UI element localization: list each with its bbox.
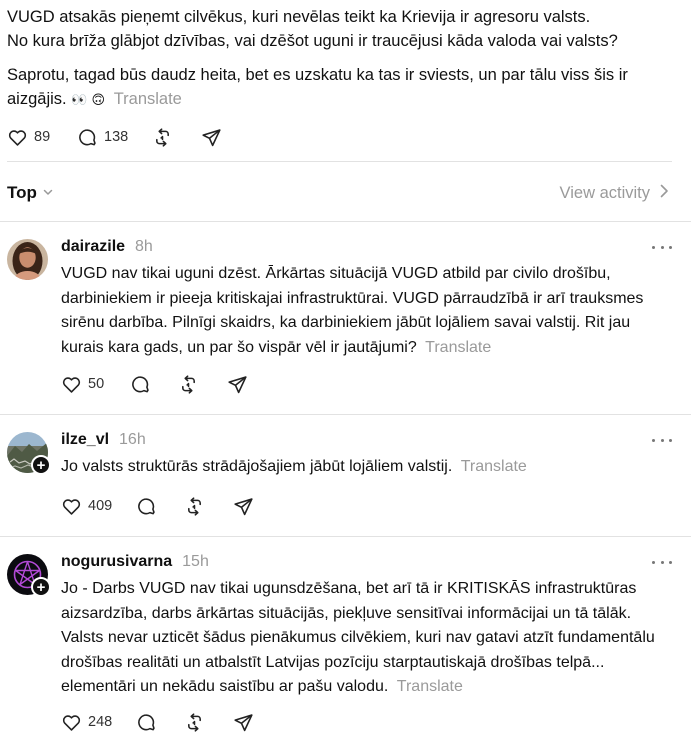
reply-body: Jo - Darbs VUGD nav tikai ugunsdzēšana, bet arī tā ir KRITISKĀS infrastruktūras aizsardzība, darbs ārkārtas situācijās, piekļuve sensitīvai informācijai un tā tālāk. Valsts nevar uzticēt šādus pienākumus cilvēkiem, kuri nav gatavi atzīt fundamentālu drošības realitāti un atbalstīt Latvijas pozīciju starptautiskajā drošības telpā... elementāri un nekādu saistību ar pašu valodu. — [61, 580, 655, 695]
chevron-right-icon — [650, 184, 670, 203]
sort-bar — [7, 180, 670, 206]
heart-icon — [61, 374, 82, 395]
comment-icon — [130, 374, 151, 395]
post-text-line-3: Saprotu, tagad būs daudz heita, bet es uzskatu ka tas ir sviests, un par tālu viss šis ir aizgājis. — [7, 66, 628, 108]
heart-icon — [61, 496, 82, 517]
send-icon — [233, 496, 254, 517]
send-icon — [201, 127, 222, 148]
comment-button[interactable] — [136, 491, 184, 521]
like-count: 409 — [88, 498, 113, 514]
timestamp: 15h — [182, 553, 209, 570]
follow-plus-icon[interactable]: + — [31, 577, 51, 597]
like-count: 50 — [88, 376, 105, 392]
repost-button[interactable] — [184, 707, 233, 737]
like-button[interactable] — [61, 369, 130, 399]
reply-body: VUGD nav tikai uguni dzēst. Ārkārtas situācijā VUGD atbild par civilo drošību, darbiniekiem ir pieeja kritiskajai infrastruktūrai. VUGD pārraudzībā ir arī trauksmes sirēnu darbība. Pilnīgi skaidrs, ka darbiniekiem jābūt lojāliem savai valstij. Rit jau kurais kara gads, un par šo vispār vēl ir jautājumi? — [61, 265, 644, 356]
translate-link[interactable]: Translate — [425, 338, 492, 356]
emoji-eyes-upside-down: 👀 🙃 — [71, 93, 106, 108]
reply-actions — [61, 369, 248, 399]
follow-plus-icon[interactable]: + — [31, 455, 51, 475]
repost-icon — [184, 496, 205, 517]
username[interactable]: nogurusivarna — [61, 553, 173, 570]
repost-icon — [184, 712, 205, 733]
more-options-icon[interactable] — [652, 246, 672, 249]
username[interactable]: ilze_vl — [61, 431, 110, 448]
main-post — [7, 5, 675, 113]
repost-icon — [178, 374, 199, 395]
reply-text — [61, 455, 676, 480]
reply-actions — [61, 491, 254, 521]
comment-button[interactable] — [130, 369, 178, 399]
more-options-icon[interactable] — [652, 561, 672, 564]
reply-header — [61, 553, 209, 571]
username[interactable]: dairazile — [61, 238, 126, 255]
repost-button[interactable] — [184, 491, 233, 521]
like-button[interactable] — [7, 122, 77, 152]
share-button[interactable] — [233, 491, 254, 521]
reply-header — [61, 238, 153, 256]
comment-icon — [136, 712, 157, 733]
heart-icon — [61, 712, 82, 733]
chevron-down-icon — [37, 183, 54, 203]
sort-dropdown[interactable] — [7, 183, 54, 203]
send-icon — [227, 374, 248, 395]
reply-body: Jo valsts struktūrās strādājošajiem jābūt lojāliem valstij. — [61, 458, 453, 475]
post-text-line-1: VUGD atsakās pieņemt cilvēkus, kuri nevēlas teikt ka Krievija ir agresoru valsts. — [7, 8, 591, 26]
post-text-line-2: No kura brīža glābjot dzīvības, vai dzēšot uguni ir traucējusi kāda valoda vai valsts? — [7, 32, 618, 50]
reply-header — [61, 431, 146, 449]
repost-button[interactable] — [178, 369, 227, 399]
like-button[interactable] — [61, 707, 136, 737]
translate-link[interactable]: Translate — [396, 678, 463, 695]
comment-icon — [136, 496, 157, 517]
timestamp: 8h — [135, 238, 153, 255]
reply-item — [0, 221, 691, 415]
post-text-paragraph-1 — [7, 5, 675, 53]
post-text-paragraph-2 — [7, 63, 675, 113]
more-options-icon[interactable] — [652, 439, 672, 442]
reply-text — [61, 577, 676, 700]
avatar[interactable] — [7, 239, 48, 280]
reply-item — [0, 536, 691, 746]
share-button[interactable] — [201, 122, 222, 152]
comment-button[interactable] — [77, 122, 152, 152]
post-actions — [7, 122, 222, 152]
view-activity-link[interactable] — [560, 184, 670, 203]
comment-icon — [77, 127, 98, 148]
share-button[interactable] — [233, 707, 254, 737]
translate-link[interactable]: Translate — [113, 90, 182, 108]
reply-text — [61, 262, 676, 360]
view-activity-label: View activity — [559, 183, 650, 202]
comment-button[interactable] — [136, 707, 184, 737]
comment-count: 138 — [104, 129, 129, 145]
reply-actions — [61, 707, 254, 737]
repost-icon — [152, 127, 173, 148]
sort-label: Top — [7, 183, 37, 202]
like-button[interactable] — [61, 491, 136, 521]
repost-button[interactable] — [152, 122, 201, 152]
translate-link[interactable]: Translate — [460, 458, 527, 475]
divider — [7, 161, 672, 162]
reply-item — [0, 414, 691, 536]
heart-icon — [7, 127, 28, 148]
like-count: 248 — [88, 714, 113, 730]
timestamp: 16h — [119, 431, 146, 448]
send-icon — [233, 712, 254, 733]
like-count: 89 — [34, 129, 51, 145]
share-button[interactable] — [227, 369, 248, 399]
